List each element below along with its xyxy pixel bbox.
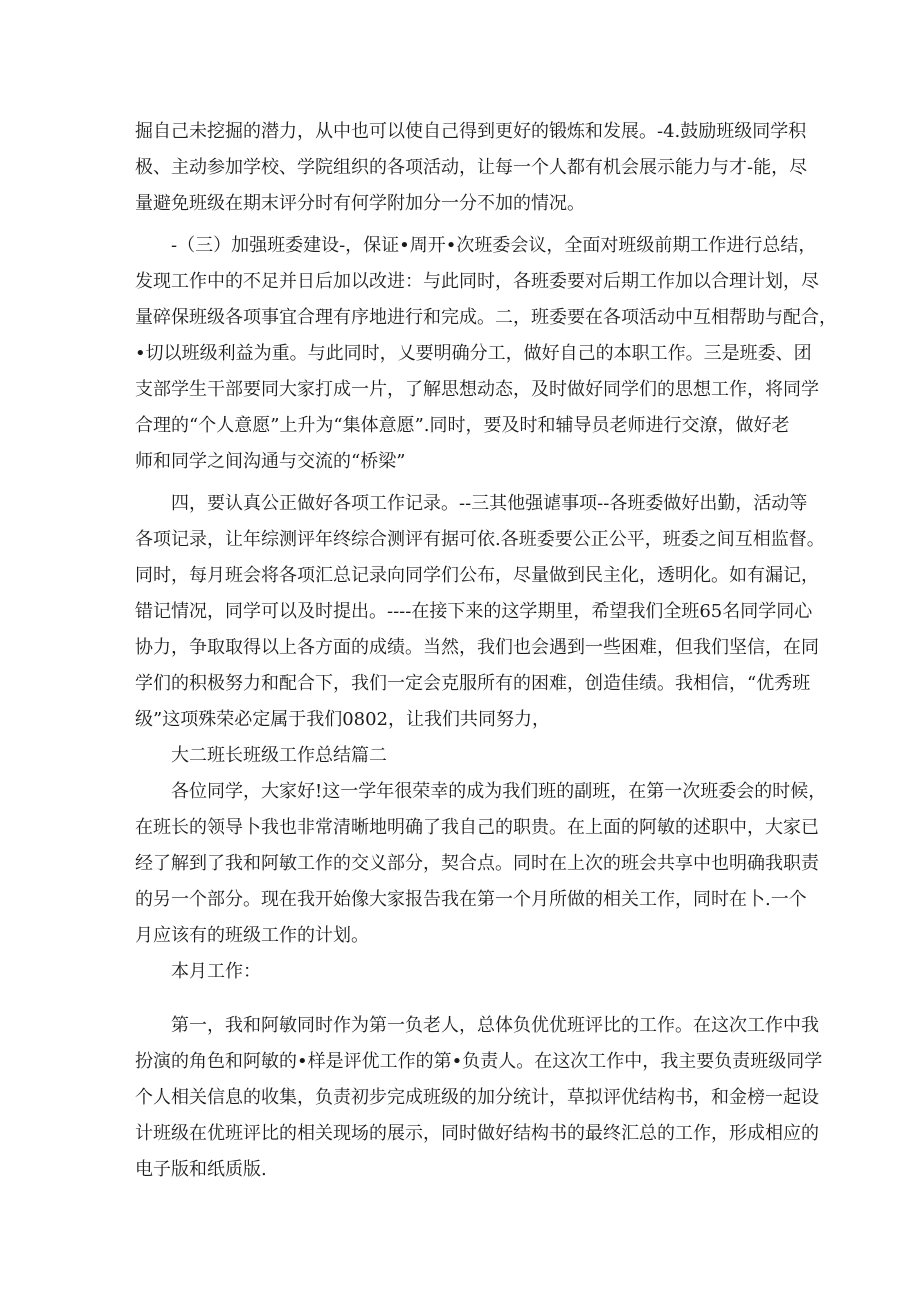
paragraph-4 (135, 774, 827, 954)
text-line: 各位同学，大家好!这一学年很荣幸的成为我们班的副班，在第一次班委会的时候， (171, 781, 827, 802)
text-line: 月应该有的班级工作的计划。 (135, 925, 369, 946)
paragraph-5 (135, 1008, 823, 1188)
text-line: 极、主动参加学校、学院组织的各项活动，让每一个人都有机会展示能力与才-能，尽 (135, 157, 808, 178)
text-line: 的另一个部分。现在我开始像大家报告我在第一个月所做的相关工作，同时在卜.一个 (135, 889, 807, 910)
text-line: 合理的“个人意愿”上升为“集体意愿”.同时，要及时和辅导员老师进行交潦，做好老 (135, 415, 790, 436)
text-line: 第一，我和阿敏同时作为第一负老人，总体负优优班评比的工作。在这次工作中我 (171, 1015, 819, 1036)
text-line: 计班级在优班评比的相关现场的展示，同时做好结构书的最终汇总的工作，形成相应的 (135, 1123, 819, 1144)
text-line: 发现工作中的不足并日后加以改进：与此同时，各班委要对后期工作加以合理计划，尽 (135, 271, 819, 292)
section-label: 本月工作： (171, 961, 261, 982)
text-line: 量碎保班级各项事宜合理有序地进行和完成。二，班委要在各项活动中互相帮助与配合， (135, 307, 837, 328)
text-line: 经了解到了我和阿敏工作的交义部分，契合点。同时在上次的班会共享中也明确我职责 (135, 853, 819, 874)
text-line: 量避免班级在期末评分时有何学附加分一分不加的情况。 (135, 193, 585, 214)
text-line: 各项记录，让年综测评年终综合测评有据可依.各班委要公正公平，班委之间互相监督。 (135, 529, 825, 550)
text-line: 协力，争取取得以上各方面的成绩。当然，我们也会遇到一些困难，但我们坚信，在同 (135, 637, 819, 658)
text-line: 扮演的角色和阿敏的•样是评优工作的第•负责人。在这次工作中，我主要负责班级同学 (135, 1051, 823, 1072)
text-line: 四，要认真公正做好各项工作记录。--三其他强谑事项--各班委做好出勤，活动等 (171, 493, 808, 514)
text-line: •切以班级利益为重。与此同时，乂要明确分工，做好自己的本职工作。三是班委、团 (135, 343, 812, 364)
text-line: 支部学生干部要同大家打成一片，了解思想动态，及时做好同学们的思想工作，将同学 (135, 379, 819, 400)
text-line: 同时，每月班会将各项汇总记录向同学们公布，尽量做到民主化，透明化。如有漏记， (135, 565, 819, 586)
text-line: 师和同学之间沟通与交流的“桥梁” (135, 451, 406, 472)
text-line: 掘自己未挖掘的潜力，从中也可以使自己得到更好的锻炼和发展。-4.鼓励班级同学积 (135, 121, 807, 142)
paragraph-3 (135, 486, 825, 738)
paragraph-1 (135, 114, 808, 222)
document-body (135, 114, 837, 1188)
section-heading: 大二班长班级工作总结篇二 (171, 745, 387, 766)
text-line: -（三）加强班委建设-，保证•周开•次班委会议，全面对班级前期工作进行总结， (171, 235, 817, 256)
text-line: 错记情况，同学可以及时提出。----在接下来的这学期里，希望我们全班65名同学同心 (135, 601, 813, 622)
text-line: 在班长的领导卜我也非常清晰地明确了我自己的职贵。在上面的阿敏的述职中，大家已 (135, 817, 819, 838)
text-line: 学们的积极努力和配合下，我们一定会克服所有的困难，创造佳绩。我相信，“优秀班 (135, 673, 811, 694)
text-line: 级”这项殊荣必定属于我们0802，让我们共同努力， (135, 709, 551, 730)
text-line: 个人相关信息的收集，负责初步完成班级的加分统计，草拟评优结构书，和金榜一起设 (135, 1087, 819, 1108)
text-line: 电子版和纸质版. (135, 1159, 267, 1180)
paragraph-2 (135, 228, 837, 480)
